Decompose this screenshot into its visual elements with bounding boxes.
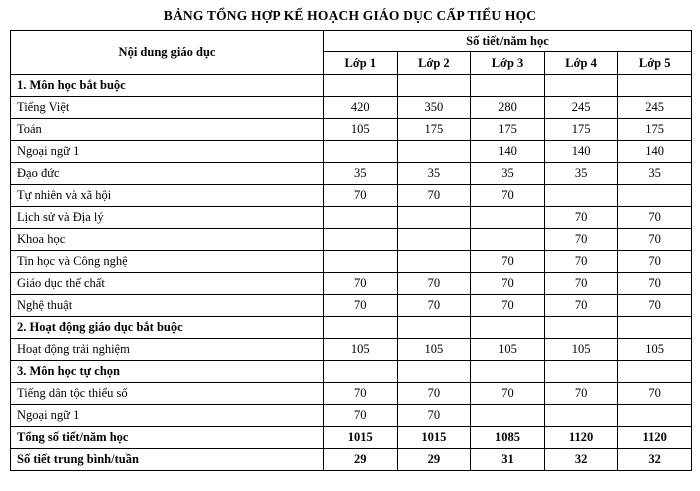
period-cell bbox=[397, 141, 471, 163]
row-label: Khoa học bbox=[11, 229, 324, 251]
table-row bbox=[11, 119, 692, 141]
period-cell: 31 bbox=[471, 449, 545, 471]
period-cell bbox=[618, 317, 692, 339]
period-cell: 35 bbox=[397, 163, 471, 185]
period-cell: 70 bbox=[324, 273, 398, 295]
section-row bbox=[11, 361, 692, 383]
row-label: Tin học và Công nghệ bbox=[11, 251, 324, 273]
row-label: Ngoại ngữ 1 bbox=[11, 405, 324, 427]
period-cell: 70 bbox=[544, 383, 618, 405]
period-cell bbox=[544, 75, 618, 97]
period-cell bbox=[618, 361, 692, 383]
period-cell: 70 bbox=[324, 185, 398, 207]
row-label: Lịch sử và Địa lý bbox=[11, 207, 324, 229]
summary-row bbox=[11, 427, 692, 449]
period-cell: 105 bbox=[324, 339, 398, 361]
table-row bbox=[11, 163, 692, 185]
period-cell: 105 bbox=[618, 339, 692, 361]
period-cell bbox=[324, 251, 398, 273]
period-cell: 70 bbox=[618, 229, 692, 251]
section-label: 3. Môn học tự chọn bbox=[11, 361, 324, 383]
period-cell: 70 bbox=[324, 295, 398, 317]
grade-header: Lớp 2 bbox=[397, 52, 471, 75]
period-cell: 70 bbox=[324, 405, 398, 427]
section-row bbox=[11, 317, 692, 339]
table-row bbox=[11, 185, 692, 207]
period-cell: 32 bbox=[618, 449, 692, 471]
period-cell: 70 bbox=[618, 273, 692, 295]
content-column-header: Nội dung giáo dục bbox=[11, 31, 324, 75]
period-cell bbox=[397, 207, 471, 229]
period-cell: 350 bbox=[397, 97, 471, 119]
period-cell: 105 bbox=[397, 339, 471, 361]
period-cell bbox=[618, 75, 692, 97]
period-cell: 70 bbox=[618, 251, 692, 273]
row-label: Giáo dục thể chất bbox=[11, 273, 324, 295]
period-cell bbox=[324, 141, 398, 163]
period-cell bbox=[471, 405, 545, 427]
period-cell: 70 bbox=[471, 185, 545, 207]
period-cell: 70 bbox=[544, 251, 618, 273]
period-cell: 1120 bbox=[544, 427, 618, 449]
period-cell bbox=[397, 251, 471, 273]
table-row bbox=[11, 295, 692, 317]
period-cell: 70 bbox=[397, 383, 471, 405]
period-cell: 70 bbox=[397, 273, 471, 295]
period-cell: 35 bbox=[544, 163, 618, 185]
row-label: Số tiết trung bình/tuần bbox=[11, 449, 324, 471]
period-cell: 29 bbox=[397, 449, 471, 471]
period-cell: 35 bbox=[618, 163, 692, 185]
period-cell: 70 bbox=[471, 251, 545, 273]
period-cell: 70 bbox=[618, 207, 692, 229]
table-body bbox=[11, 75, 692, 471]
period-cell bbox=[397, 361, 471, 383]
table-row bbox=[11, 141, 692, 163]
row-label: Đạo đức bbox=[11, 163, 324, 185]
period-cell bbox=[397, 317, 471, 339]
grade-header: Lớp 3 bbox=[471, 52, 545, 75]
row-label: Nghệ thuật bbox=[11, 295, 324, 317]
period-cell: 70 bbox=[544, 273, 618, 295]
period-cell bbox=[324, 317, 398, 339]
section-label: 1. Môn học bắt buộc bbox=[11, 75, 324, 97]
period-cell: 70 bbox=[397, 405, 471, 427]
table-row bbox=[11, 339, 692, 361]
table-row bbox=[11, 251, 692, 273]
document-title: BẢNG TỔNG HỢP KẾ HOẠCH GIÁO DỤC CẤP TIỂU HỌC bbox=[163, 8, 537, 23]
period-cell bbox=[471, 207, 545, 229]
period-cell: 140 bbox=[618, 141, 692, 163]
period-cell: 175 bbox=[544, 119, 618, 141]
period-cell: 280 bbox=[471, 97, 545, 119]
period-cell bbox=[471, 229, 545, 251]
row-label: Tiếng Việt bbox=[11, 97, 324, 119]
table-row bbox=[11, 97, 692, 119]
period-cell: 175 bbox=[397, 119, 471, 141]
section-row bbox=[11, 75, 692, 97]
period-cell bbox=[544, 361, 618, 383]
row-label: Tự nhiên và xã hội bbox=[11, 185, 324, 207]
table-row bbox=[11, 405, 692, 427]
period-cell: 105 bbox=[544, 339, 618, 361]
period-cell: 70 bbox=[544, 207, 618, 229]
period-cell: 1015 bbox=[397, 427, 471, 449]
period-cell bbox=[618, 185, 692, 207]
period-cell: 140 bbox=[544, 141, 618, 163]
period-cell: 420 bbox=[324, 97, 398, 119]
period-cell: 1015 bbox=[324, 427, 398, 449]
header-row-top bbox=[11, 31, 692, 52]
row-label: Tổng số tiết/năm học bbox=[11, 427, 324, 449]
period-cell bbox=[397, 229, 471, 251]
periods-column-header: Số tiết/năm học bbox=[324, 31, 692, 52]
period-cell: 175 bbox=[471, 119, 545, 141]
period-cell: 105 bbox=[471, 339, 545, 361]
period-cell: 70 bbox=[397, 185, 471, 207]
period-cell: 70 bbox=[544, 229, 618, 251]
summary-row bbox=[11, 449, 692, 471]
table-row bbox=[11, 273, 692, 295]
period-cell: 105 bbox=[324, 119, 398, 141]
period-cell: 29 bbox=[324, 449, 398, 471]
section-label: 2. Hoạt động giáo dục bắt buộc bbox=[11, 317, 324, 339]
period-cell bbox=[544, 405, 618, 427]
period-cell: 140 bbox=[471, 141, 545, 163]
period-cell bbox=[618, 405, 692, 427]
period-cell bbox=[324, 361, 398, 383]
period-cell: 1120 bbox=[618, 427, 692, 449]
period-cell: 175 bbox=[618, 119, 692, 141]
period-cell bbox=[471, 317, 545, 339]
period-cell bbox=[397, 75, 471, 97]
period-cell: 35 bbox=[324, 163, 398, 185]
row-label: Ngoại ngữ 1 bbox=[11, 141, 324, 163]
period-cell: 245 bbox=[544, 97, 618, 119]
period-cell: 70 bbox=[544, 295, 618, 317]
row-label: Toán bbox=[11, 119, 324, 141]
period-cell bbox=[324, 207, 398, 229]
grade-header: Lớp 1 bbox=[324, 52, 398, 75]
period-cell bbox=[544, 317, 618, 339]
table-row bbox=[11, 229, 692, 251]
row-label: Hoạt động trải nghiệm bbox=[11, 339, 324, 361]
period-cell bbox=[471, 75, 545, 97]
table-row bbox=[11, 207, 692, 229]
education-plan-table bbox=[10, 30, 692, 471]
grade-header: Lớp 4 bbox=[544, 52, 618, 75]
period-cell: 1085 bbox=[471, 427, 545, 449]
period-cell: 70 bbox=[618, 295, 692, 317]
period-cell: 245 bbox=[618, 97, 692, 119]
period-cell: 70 bbox=[471, 273, 545, 295]
period-cell: 70 bbox=[471, 383, 545, 405]
period-cell: 70 bbox=[618, 383, 692, 405]
period-cell: 70 bbox=[324, 383, 398, 405]
period-cell bbox=[324, 75, 398, 97]
grade-header: Lớp 5 bbox=[618, 52, 692, 75]
period-cell: 35 bbox=[471, 163, 545, 185]
row-label: Tiếng dân tộc thiểu số bbox=[11, 383, 324, 405]
period-cell bbox=[324, 229, 398, 251]
period-cell: 32 bbox=[544, 449, 618, 471]
period-cell bbox=[471, 361, 545, 383]
table-row bbox=[11, 383, 692, 405]
period-cell: 70 bbox=[397, 295, 471, 317]
period-cell: 70 bbox=[471, 295, 545, 317]
period-cell bbox=[544, 185, 618, 207]
